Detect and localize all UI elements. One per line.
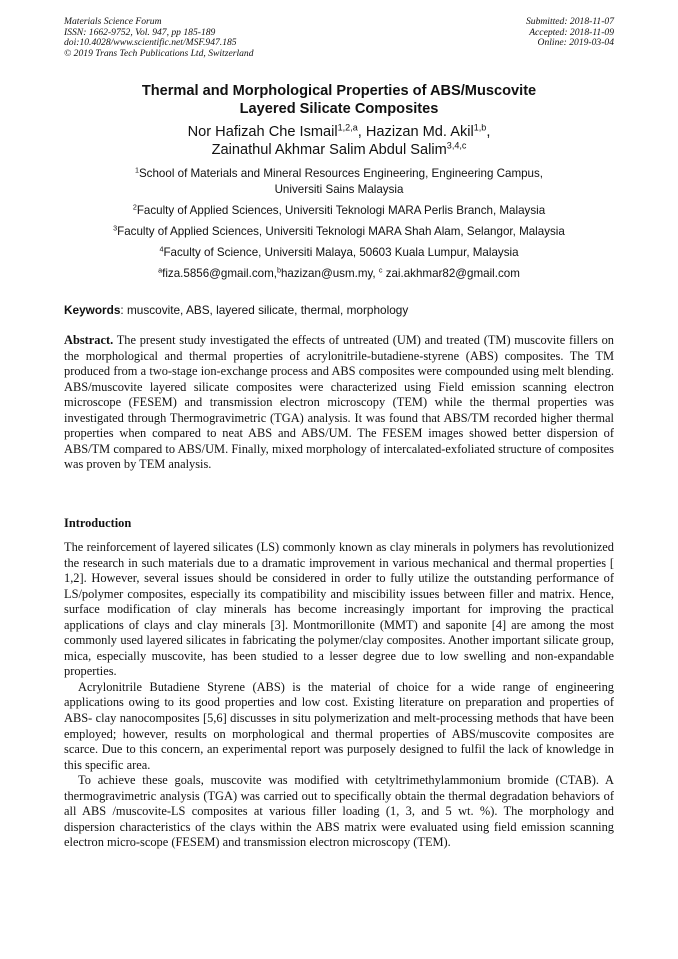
keywords xyxy=(64,303,614,318)
paragraph: To achieve these goals, muscovite was modified with cetyltrimethylammonium bromide (CTAB). A thermogravimetric analysis (TGA) was carried out to specifically obtain the thermal degradation behaviors of all ABS /muscovite-LS composites at various filler loading (1, 3, and 5 wt. %). The morphology and dispersion characteristics of the clays within the ABS matrix were evaluated using field emission scanning electron micro-scope (FESEM) and transmission electron microscopy (TEM). xyxy=(64,773,614,850)
affiliation-3 xyxy=(64,224,614,240)
submitted-date: Submitted: 2018-11-07 xyxy=(525,16,614,27)
author-3: Zainathul Akhmar Salim Abdul Salim xyxy=(211,141,447,158)
author-list xyxy=(64,124,614,159)
affiliation-sup: 1 xyxy=(134,165,139,175)
abstract-text: The present study investigated the effects of untreated (UM) and treated (TM) muscovite fillers on the morphological and thermal properties of acrylonitrile-butadiene-styrene (ABS) composites. The TM produced from a two-stage ion-exchange process and ABS composites were compounded using melt blending. ABS/muscovite layered silicate composites were characterized using Field emission scanning electron microscope (FESEM) and transmission electron microscopy (TEM) while the thermal properties was investigated through Thermogravimetric (TGA) analysis. It was found that ABS/TM recorded higher thermal properties when compared to neat ABS and ABS/UM. The FESEM images showed better dispersion of ABS/TM compared to ABS/UM. Finally, mixed morphology of intercalated-exfoliated structure of composites was proven by TEM analysis. xyxy=(64,333,614,472)
affiliation-text: School of Materials and Mineral Resources Engineering, Engineering Campus, xyxy=(138,167,544,180)
paper-title xyxy=(64,83,614,118)
affiliation-sup: 2 xyxy=(132,202,137,212)
author-2: Hazizan Md. Akil xyxy=(365,124,474,140)
email-c-sup: c xyxy=(378,265,383,275)
affiliation-1 xyxy=(64,166,614,198)
email-c[interactable]: zai.akhmar82@gmail.com xyxy=(382,267,520,280)
journal-issn: ISSN: 1662-9752, Vol. 947, pp 185-189 xyxy=(64,26,216,38)
affiliation-text: Universiti Sains Malaysia xyxy=(274,183,404,196)
dates-header xyxy=(526,17,614,49)
introduction-body xyxy=(64,540,614,851)
author-separator: , xyxy=(486,124,491,140)
author-3-sup: 3,4,c xyxy=(446,139,467,150)
affiliation-4 xyxy=(64,245,614,261)
email-b-sup: b xyxy=(276,265,281,275)
email-a[interactable]: fiza.5856@gmail.com, xyxy=(162,267,277,280)
paragraph: Acrylonitrile Butadiene Styrene (ABS) is the material of choice for a wide range of engineering applications owing to its good properties and low cost. Existing literature on preparation and properties of ABS- clay nanocomposites [5,6] discusses in situ polymerization and melt-processing methods that have been employed; however, results on morphological and thermal properties of ABS/muscovite composites are scarce. Due to this concern, an experimental report was purposely designed to fulfil the lack of knowledge in this specific area. xyxy=(64,679,614,772)
title-line-2: Layered Silicate Composites xyxy=(239,100,439,117)
journal-name: Materials Science Forum xyxy=(64,16,162,27)
journal-header xyxy=(64,17,254,59)
affiliation-sup: 4 xyxy=(159,244,164,254)
author-1-sup: 1,2,a xyxy=(337,122,358,133)
abstract xyxy=(64,333,614,473)
email-list xyxy=(64,266,614,282)
keywords-text: : muscovite, ABS, layered silicate, thermal, morphology xyxy=(120,303,409,317)
paragraph: The reinforcement of layered silicates (LS) commonly known as clay minerals in polymers has revolutionized the research in such materials due to a dramatic improvement in various mechanical and thermal properties [ 1,2]. However, several issues should be considered in order to fully utilize the outstanding performance of LS/polymer composites, especially its compatibility and miscibility issues between filler and matrix. Hence, surface modification of clay minerals has become increasingly important for improving the practical applications of clays and clay minerals [3]. Montmorillonite (MMT) and saponite [4] are among the most commonly used layered silicates in fabricating the polymer/clay composites. Another important silicate group, mica, especially muscovite, has been studied to a lesser degree due to low swelling and non-expandable properties. xyxy=(64,540,614,679)
affiliation-sup: 3 xyxy=(113,223,118,233)
online-date: Online: 2019-03-04 xyxy=(537,37,614,49)
abstract-label: Abstract. xyxy=(64,333,114,347)
author-line-1 xyxy=(64,124,614,142)
journal-doi: doi:10.4028/www.scientific.net/MSF.947.185 xyxy=(64,37,237,49)
email-b[interactable]: hazizan@usm.my, xyxy=(280,267,379,280)
author-separator: , xyxy=(357,124,366,140)
affiliation-text: Faculty of Applied Sciences, Universiti Teknologi MARA Perlis Branch, Malaysia xyxy=(136,204,546,217)
journal-copyright: © 2019 Trans Tech Publications Ltd, Switzerland xyxy=(64,47,254,59)
author-1: Nor Hafizah Che Ismail xyxy=(187,124,338,140)
email-a-sup: a xyxy=(158,265,163,275)
keywords-label: Keywords xyxy=(64,303,121,317)
introduction-heading: Introduction xyxy=(64,516,132,530)
author-2-sup: 1,b xyxy=(473,122,487,133)
title-line-1: Thermal and Morphological Properties of ABS/Muscovite xyxy=(141,83,537,99)
author-line-2 xyxy=(64,139,614,160)
affiliation-text: Faculty of Science, Universiti Malaya, 50603 Kuala Lumpur, Malaysia xyxy=(163,246,519,259)
affiliation-2 xyxy=(64,203,614,219)
accepted-date: Accepted: 2018-11-09 xyxy=(529,26,614,38)
affiliation-text: Faculty of Applied Sciences, Universiti Teknologi MARA Shah Alam, Selangor, Malaysia xyxy=(117,225,565,238)
